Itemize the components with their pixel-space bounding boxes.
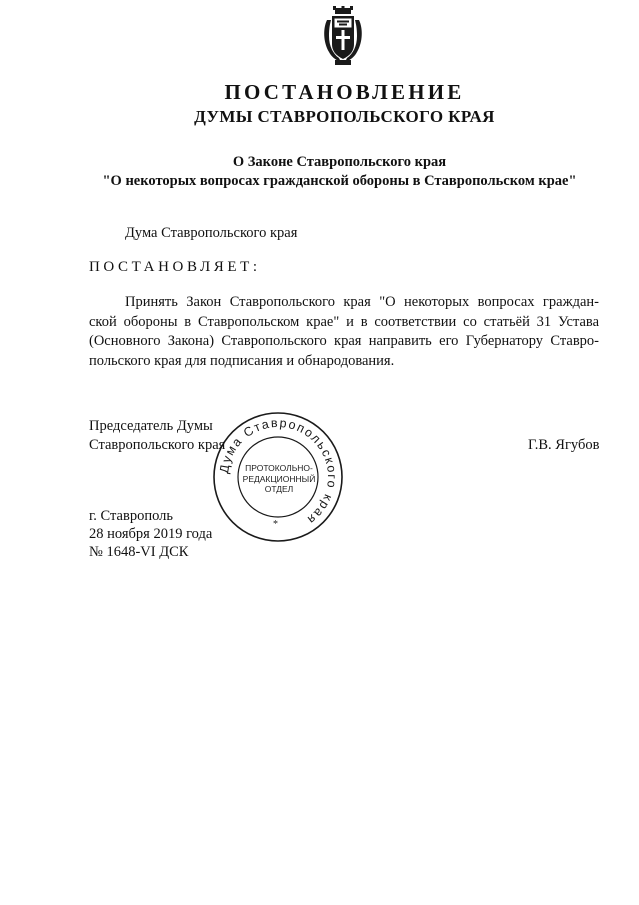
paragraph-line: Принять Закон Ставропольского края "О некоторых вопросах граждан- xyxy=(125,294,599,310)
paragraph-line: (Основного Закона) Ставропольского края направить его Губернатору Ставро- xyxy=(89,333,599,349)
stamp-center-line: ПРОТОКОЛЬНО- xyxy=(245,463,313,473)
stamp-center-text xyxy=(237,463,321,495)
stamp-center-line: ОТДЕЛ xyxy=(264,484,294,494)
document-number: № 1648-VI ДСК xyxy=(89,544,189,560)
coat-of-arms-emblem xyxy=(321,6,365,66)
stamp-center-line: РЕДАКЦИОННЫЙ xyxy=(242,473,316,484)
subject-line-2: "О некоторых вопросах гражданской обороны в Ставропольском крае" xyxy=(102,173,577,189)
resolution-paragraph xyxy=(89,293,599,371)
signatory-position-line-2: Ставропольского края xyxy=(89,437,226,453)
subject-line-1: О Законе Ставропольского края xyxy=(232,154,447,170)
issue-city: г. Ставрополь xyxy=(89,508,174,524)
issue-date: 28 ноября 2019 года xyxy=(89,526,213,542)
paragraph-line: ской обороны в Ставропольском крае" и в соответствии со статьёй 31 Устава xyxy=(89,313,599,330)
stamp-ring-text: Дума Ставропольского края xyxy=(216,415,340,528)
document-title: ПОСТАНОВЛЕНИЕ xyxy=(224,80,465,104)
document-subtitle: ДУМЫ СТАВРОПОЛЬСКОГО КРАЯ xyxy=(194,107,495,126)
signatory-position-line-1: Председатель Думы xyxy=(89,418,213,434)
resolves-heading: ПОСТАНОВЛЯЕТ: xyxy=(89,259,261,275)
issuer-name: Дума Ставропольского края xyxy=(125,225,298,241)
signatory-name: Г.В. Ягубов xyxy=(528,437,600,453)
stamp-star: * xyxy=(273,519,278,530)
paragraph-line: польского края для подписания и обнародования. xyxy=(89,352,395,369)
